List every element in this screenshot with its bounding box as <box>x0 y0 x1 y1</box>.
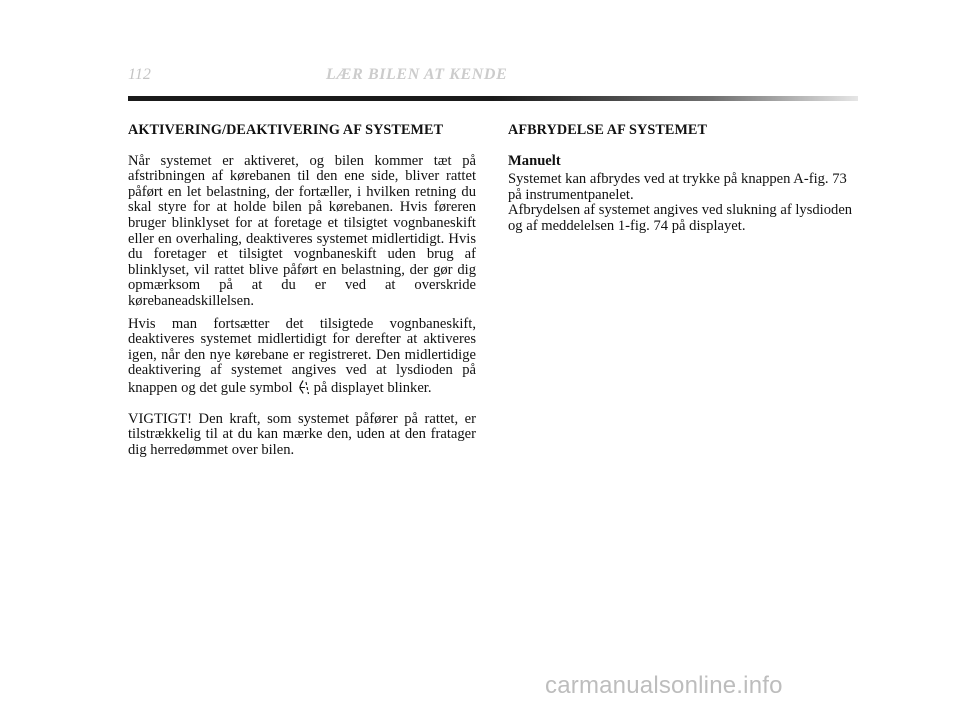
subheading-manual: Manuelt <box>508 152 561 169</box>
paragraph-temporary-deactivation <box>128 317 476 400</box>
paragraph-interruption-indication: Afbrydelsen af systemet angives ved slukning af lysdioden og af meddelelsen 1-fig. 74 på displayet. <box>508 202 853 234</box>
watermark: carmanualsonline.info <box>545 672 783 699</box>
paragraph-manual-interruption: Systemet kan afbrydes ved at trykke på knappen A-fig. 73 på instrumentpanelet. <box>508 171 847 203</box>
lane-departure-warning-icon <box>297 379 310 400</box>
section-heading-interruption: AFBRYDELSE AF SYSTEMET <box>508 122 708 138</box>
right-column <box>508 123 858 242</box>
page-number: 112 <box>128 66 151 83</box>
important-note: VIGTIGT! Den kraft, som systemet påfører på rattet, er tilstrækkelig til at du kan mærke den, uden at den fratager dig herredømmet over bilen. <box>128 410 476 458</box>
paragraph-text-after-symbol: på displayet blinker. <box>313 379 432 396</box>
left-column <box>128 123 476 465</box>
header-rule <box>128 96 858 101</box>
paragraph-activation-behaviour: Når systemet er aktiveret, og bilen kommer tæt på afstribningen af kørebanen til den ene side, bliver rattet påført en let belastning, der fortæller, i hvilken retning du skal styre for at holde bilen på kørebanen. Hvis føreren bruger blinklyset for at foretage et tilsigtet vognbaneskift eller en overhaling, deaktiveres systemet midlertidigt. Hvis du foretager et tilsigtet vognbaneskift uden brug af blinklyset, vil rattet blive påført en belastning, der gør dig opmærksom på at du er ved at overskride kørebaneadskillelsen. <box>128 152 476 309</box>
running-head: LÆR BILEN AT KENDE <box>326 66 508 83</box>
section-heading-activation: AKTIVERING/DEAKTIVERING AF SYSTEMET <box>128 122 444 138</box>
paragraph-text-before-symbol: Hvis man fortsætter det tilsigtede vognbaneskift, deaktiveres systemet midlertidigt for derefter at aktiveres igen, når den nye kørebane er registreret. Den midlertidige deaktivering af systemet angives ved at lysdioden på knappen og det gule symbol <box>128 315 476 396</box>
